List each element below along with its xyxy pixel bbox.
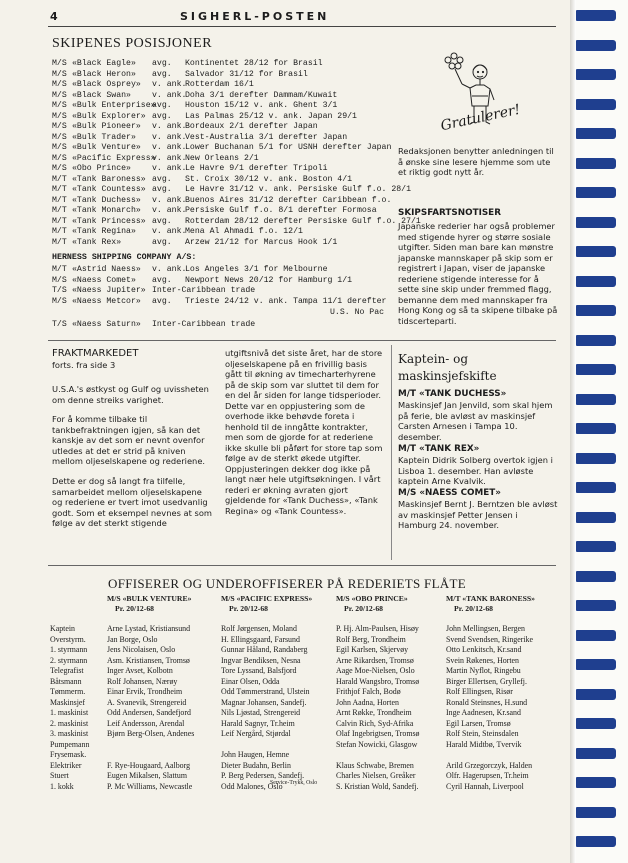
position-status: avg.	[152, 174, 172, 184]
position-ship-name: «Bulk Explorer»	[72, 111, 146, 121]
position-text: St. Croix 30/12 v. ank. Boston 4/1	[185, 174, 353, 184]
officer-rank: Telegrafist	[50, 666, 84, 675]
position-type: M/T	[52, 185, 67, 194]
officer-rank: 1. maskinist	[50, 708, 89, 717]
position-ship-name: «Tank Regina»	[72, 227, 136, 236]
position-ship-name: «Tank Baroness»	[72, 174, 146, 184]
masthead: SIGHERL-POSTEN	[180, 10, 330, 23]
position-text: Rotterdam 16/1	[185, 80, 254, 89]
position-text: Salvador 31/12 for Brasil	[185, 69, 308, 79]
officer-rank: 2. styrmann	[50, 655, 88, 665]
officer-name: Svend Svendsen, Ringerike	[446, 634, 534, 644]
engineer-ship: M/T «TANK REX»	[398, 444, 480, 454]
position-status: v. ank.	[152, 195, 187, 205]
binding-tab	[576, 305, 616, 316]
officer-name: Rolf Berg, Trondheim	[336, 634, 406, 644]
position-status: avg.	[152, 185, 172, 194]
binding-tab	[576, 777, 616, 788]
position-ship-name: «Tank Duchess»	[72, 195, 141, 205]
position-type: M/T	[52, 265, 67, 274]
position-status: v. ank.	[152, 132, 187, 142]
binding-tab	[576, 453, 616, 464]
position-ship-name: «Obo Prince»	[72, 164, 131, 173]
officer-column-ship: M/S «OBO PRINCE»	[336, 594, 408, 603]
position-status: v. ank.	[152, 90, 187, 100]
header-rule	[48, 26, 556, 27]
column-divider	[391, 345, 392, 560]
freight-paragraph: U.S.A.'s østkyst og Gulf og uvissheten om denne streiks varighet.	[52, 384, 209, 405]
binding-tab	[576, 748, 616, 759]
position-ship-name: «Tank Rex»	[72, 237, 122, 247]
position-type: M/T	[52, 227, 67, 236]
officer-rank: Tømmerm.	[50, 687, 86, 696]
position-status: v. ank.	[152, 206, 187, 215]
position-text: Arzew 21/12 for Marcus Hook 1/1	[185, 237, 338, 247]
page-number: 4	[50, 10, 58, 23]
greeting-signature: Gratulerer!	[439, 101, 522, 135]
printer-credit: Service-Trykk, Oslo	[270, 780, 318, 786]
position-ship-name: «Bulk Enterprise»	[72, 101, 156, 110]
officer-name: S. Kristian Wold, Sandefj.	[336, 781, 419, 791]
binding-tab	[576, 10, 616, 21]
position-type: M/S	[52, 153, 67, 163]
position-text: Bordeaux 2/1 derefter Japan	[185, 122, 318, 131]
position-ship-name: «Naess Comet»	[72, 275, 136, 285]
position-status: avg.	[152, 59, 172, 68]
officer-column-ship: M/S «PACIFIC EXPRESS»	[221, 594, 313, 603]
officer-name: Stefan Nowicki, Glasgow	[336, 739, 418, 749]
officer-column-ship: M/S «BULK VENTURE»	[107, 594, 192, 603]
officer-name: F. Rye-Hougaard, Aalborg	[107, 760, 191, 770]
position-ship-name: «Bulk Trader»	[72, 132, 136, 142]
section-divider	[48, 340, 556, 341]
officer-name: P. Berg Pedersen, Sandefj.	[221, 771, 305, 780]
position-type: M/S	[52, 164, 67, 173]
position-ship-name: «Tank Monarch»	[72, 206, 141, 215]
positions-title: SKIPENES POSISJONER	[52, 36, 213, 51]
position-text: Kontinentet 28/12 for Brasil	[185, 59, 323, 68]
officer-name: Rolf Ellingsen, Risør	[446, 687, 513, 696]
officer-name: H. Ellingsgaard, Farsund	[221, 634, 300, 644]
engineers-title-2: maskinsjefskifte	[398, 369, 497, 383]
position-text: Las Palmas 25/12 v. ank. Japan 29/1	[185, 111, 357, 121]
herness-title: HERNESS SHIPPING COMPANY A/S:	[52, 253, 197, 262]
officer-rank: Kaptein	[50, 624, 75, 633]
officer-name: Aage Moe-Nielsen, Oslo	[336, 666, 415, 675]
freight-paragraph: For å komme tilbake til tankbefraktningen igjen, så kan det kanskje av det som er nevnt ovenfor utledes at det er strid på kniven mellom oljeselskapene og rederiene.	[52, 414, 206, 466]
officer-name: P. Mc Williams, Newcastle	[107, 781, 193, 791]
position-ship-name: «Black Swan»	[72, 90, 131, 100]
position-status: v. ank.	[152, 265, 187, 274]
binding-tab	[576, 423, 616, 434]
officer-name: John Mellingsen, Bergen	[446, 624, 525, 633]
position-type: M/T	[52, 195, 67, 205]
officer-name: Klaus Schwabe, Bremen	[336, 760, 414, 770]
section-divider	[48, 565, 556, 566]
position-status: v. ank.	[152, 122, 187, 131]
officer-name: Egil Karlsen, Skjervøy	[336, 645, 409, 654]
saturn-name: «Naess Saturn»	[72, 320, 141, 329]
officer-rank: Overstyrm.	[50, 634, 86, 644]
officer-name: Arild Grzegorczyk, Halden	[446, 760, 533, 770]
binding-tab	[576, 482, 616, 493]
officer-rank: Maskinsjef	[50, 697, 86, 707]
position-type: M/S	[52, 275, 67, 285]
saturn-type: T/S	[52, 320, 67, 329]
engineer-ship: M/T «TANK DUCHESS»	[398, 389, 507, 399]
position-status: v. ank.	[152, 143, 187, 152]
position-status: avg.	[152, 101, 172, 110]
position-type: T/S	[52, 286, 67, 295]
position-text: Los Angeles 3/1 for Melbourne	[185, 265, 328, 274]
position-type: M/S	[52, 101, 67, 110]
position-type: M/T	[52, 237, 67, 247]
position-ship-name: «Tank Countess»	[72, 185, 146, 194]
officer-name: Jens Nicolaisen, Oslo	[107, 645, 176, 654]
binding-tab	[576, 659, 616, 670]
position-ship-name: «Black Osprey»	[72, 80, 141, 89]
position-status: avg.	[152, 69, 172, 79]
officer-name: Bjørn Berg-Olsen, Andenes	[107, 729, 195, 738]
shipping-notes-title: SKIPSFARTSNOTISER	[398, 208, 501, 218]
position-text: New Orleans 2/1	[185, 153, 259, 163]
position-ship-name: «Black Eagle»	[72, 59, 136, 68]
officer-name: Charles Nielsen, Greåker	[336, 771, 416, 780]
position-status: avg.	[152, 275, 172, 285]
officer-name: Gunnar Håland, Randaberg	[221, 645, 308, 654]
position-text: Inter-Caribbean trade	[152, 286, 256, 295]
binding-tab	[576, 128, 616, 139]
herness-continuation: U.S. No Pac	[330, 308, 385, 317]
position-ship-name: «Naess Metcor»	[72, 296, 141, 306]
officer-column-date: Pr. 20/12-68	[344, 604, 384, 613]
position-status: avg.	[152, 296, 172, 306]
position-text: Le Havre 31/12 v. ank. Persiske Gulf f.o. 28/1	[185, 185, 412, 194]
position-ship-name: «Bulk Venture»	[72, 143, 141, 152]
position-text: Trieste 24/12 v. ank. Tampa 11/1 derefter	[185, 296, 387, 306]
officer-name: Martin Nyflot, Ringebu	[446, 666, 521, 675]
officer-name: Otto Lenkitsch, Kr.sand	[446, 645, 522, 654]
officer-name: Leif Nergård, Stjørdal	[221, 729, 291, 738]
officer-name: Harald Midtbø, Tvervik	[446, 739, 522, 749]
officer-name: Arne Rikardsen, Tromsø	[336, 655, 414, 665]
officer-column-date: Pr. 20/12-68	[454, 604, 494, 613]
officer-rank: Båtsmann	[50, 676, 82, 686]
freight-paragraph: Dette er dog så langt fra tilfelle, samarbeidet mellom oljeselskapene og rederiene er tvert imot usedvanlig godt. Som et eksempel nevnes at som følge av det sterkt stigende	[52, 476, 212, 528]
position-text: Persiske Gulf f.o. 8/1 derefter Formosa	[185, 206, 377, 215]
officer-name: Rolf Stein, Steinsdalen	[446, 729, 519, 738]
position-status: avg.	[152, 216, 172, 226]
binding-tab	[576, 541, 616, 552]
binding-tab	[576, 630, 616, 641]
position-type: M/S	[52, 143, 67, 152]
freight-column-2: utgiftsnivå det siste året, har de store oljeselskapene på en frivillig basis gått til økning av timecharterhyrene på de skip som var sluttet til dem for en del år siden for lange tidsperioder. Dette var en oppjustering som de overhode ikke behøvde foreta i henhold til de inngåtte kontrakter, men som de gjorde for at rederiene ikke skulle bli påført for store tap som følge av de sterkt økede utgifter. Oppjusteringen dekker dog ikke på langt nær hele utgiftsøkningen. I vårt rederi er økning avraten gjort gjeldende for «Tank Duchess», «Tank Regina» og «Tank Countess».	[225, 348, 383, 516]
position-status: avg.	[152, 237, 172, 247]
officer-name: Rolf Johansen, Nærøy	[107, 676, 178, 686]
binding-tab	[576, 276, 616, 287]
engineers-title-1: Kaptein- og	[398, 352, 469, 366]
position-ship-name: «Bulk Pioneer»	[72, 122, 141, 131]
position-type: M/T	[52, 216, 67, 226]
binding-tab	[576, 718, 616, 729]
binding-tab	[576, 158, 616, 169]
position-text: Doha 3/1 derefter Dammam/Kuwait	[185, 90, 338, 100]
binding-tab	[576, 69, 616, 80]
position-status: avg.	[152, 111, 172, 121]
freight-title: FRAKTMARKEDET	[52, 348, 139, 359]
officer-rank: 3. maskinist	[50, 729, 89, 738]
officer-name: Asm. Kristiansen, Tromsø	[107, 655, 190, 665]
binding-tab	[576, 335, 616, 346]
position-ship-name: «Pacific Express»	[72, 153, 156, 163]
officer-column-date: Pr. 20/12-68	[115, 604, 155, 613]
position-status: v. ank.	[152, 227, 187, 236]
officer-name: Tore Lyssand, Balsfjord	[221, 666, 297, 675]
officer-name: Olaf Ingebrigtsen, Tromsø	[336, 729, 420, 738]
officer-name: Einar Olsen, Odda	[221, 676, 280, 686]
officer-rank: 1. kokk	[50, 781, 74, 791]
officer-name: Cyril Hannah, Liverpool	[446, 781, 524, 791]
position-text: Newport News 20/12 for Hamburg 1/1	[185, 275, 353, 285]
officer-name: Egil Larsen, Tromsø	[446, 718, 511, 728]
binding-tab	[576, 246, 616, 257]
engineer-text: Maskinsjef Jan Jenvild, som skal hjem på ferie, ble avløst av maskinsjef Carsten Arnesen i Tampa 10. desember.	[398, 400, 553, 442]
binding-tab	[576, 807, 616, 818]
position-text: Lower Buchanan 5/1 for USNH derefter Japan	[185, 143, 392, 152]
officer-name: Jan Borge, Oslo	[107, 634, 158, 644]
binding-tab	[576, 600, 616, 611]
position-type: M/S	[52, 132, 67, 142]
officer-name: Ingvar Bendiksen, Nesna	[221, 655, 301, 665]
position-type: M/T	[52, 206, 67, 215]
officer-name: Leif Andersson, Arendal	[107, 718, 185, 728]
binding-tab	[576, 836, 616, 847]
officer-rank: Stuert	[50, 771, 69, 780]
officer-name: Arnt Røkke, Trondheim	[336, 708, 412, 717]
position-text: Mena Al Ahmadi f.o. 12/1	[185, 227, 303, 236]
engineer-text: Maskinsjef Bernt J. Berntzen ble avløst av maskinsjef Petter Jensen i Hamburg 24. november.	[398, 499, 558, 530]
binding-tab	[576, 187, 616, 198]
binding-tab	[576, 512, 616, 523]
binding-tab	[576, 217, 616, 228]
officer-name: Eugen Mikalsen, Slattum	[107, 771, 187, 780]
officer-name: Odd Malones, Oslo	[221, 781, 283, 791]
position-type: M/S	[52, 90, 67, 100]
officer-name: Ronald Steinsnes, H.sund	[446, 697, 528, 707]
officer-name: P. Hj. Alm-Paulsen, Hisøy	[336, 624, 419, 633]
binding-tab	[576, 40, 616, 51]
officer-rank: 2. maskinist	[50, 718, 89, 728]
greeting-text: Redaksjonen benytter anledningen til å ønske sine lesere hjemme som ute et riktig godt nytt år.	[398, 146, 554, 177]
engineer-text: Kaptein Didrik Solberg overtok igjen i Lisboa 1. desember. Han avløste kaptein Arne Kvalvik.	[398, 455, 553, 486]
officer-name: A. Svanevik, Strengereid	[107, 697, 187, 707]
position-ship-name: «Tank Princess»	[72, 216, 146, 226]
officer-name: Calvin Rich, Syd-Afrika	[336, 718, 414, 728]
position-status: v. ank.	[152, 153, 187, 163]
officer-column-ship: M/T «TANK BARONESS»	[446, 594, 535, 603]
position-type: M/S	[52, 59, 67, 68]
binding-tab	[576, 364, 616, 375]
position-type: M/S	[52, 80, 67, 89]
position-text: Rotterdam 28/12 derefter Persiske Gulf f.o. 27/1	[185, 216, 421, 226]
position-type: M/T	[52, 174, 67, 184]
officer-name: Magnar Johansen, Sandefj.	[221, 697, 307, 707]
officer-name: Dieter Budahn, Berlin	[221, 760, 291, 770]
position-text: Houston 15/12 v. ank. Ghent 3/1	[185, 101, 338, 110]
binding-tab	[576, 571, 616, 582]
binding-tab	[576, 394, 616, 405]
officer-rank: Pumpemann	[50, 739, 90, 749]
position-status: v. ank.	[152, 164, 187, 173]
position-ship-name: «Astrid Naess»	[72, 265, 141, 274]
officer-name: Odd Tømmerstrand, Ulstein	[221, 687, 310, 696]
officer-name: Birger Ellertsen, Gryllefj.	[446, 676, 527, 686]
spiral-binding	[576, 0, 628, 863]
position-text: Buenos Aires 31/12 derefter Caribbean f.o.	[185, 195, 392, 205]
position-text: Le Havre 9/1 derefter Tripoli	[185, 164, 328, 173]
position-type: M/S	[52, 296, 67, 306]
engineer-ship: M/S «NAESS COMET»	[398, 488, 501, 498]
officer-name: John Haugen, Hemne	[221, 750, 290, 759]
position-text: Vest-Australia 3/1 derefter Japan	[185, 132, 348, 142]
officer-name: John Aadna, Horten	[336, 697, 399, 707]
officer-column-date: Pr. 20/12-68	[229, 604, 269, 613]
officer-name: Einar Ervik, Trondheim	[107, 687, 183, 696]
saturn-text: Inter-Caribbean trade	[152, 320, 256, 329]
officer-name: Svein Røkenes, Horten	[446, 655, 519, 665]
officer-name: Harald Sagnyr, Tr.heim	[221, 718, 295, 728]
binding-tab	[576, 689, 616, 700]
officer-name: Inger Avset, Kolbotn	[107, 666, 173, 675]
officer-name: Rolf Jørgensen, Moland	[221, 624, 297, 633]
officer-name: Olfr. Hagerupsen, Tr.heim	[446, 771, 529, 780]
officer-name: Frithjof Falch, Bodø	[336, 687, 401, 696]
officer-rank: Elektriker	[50, 760, 82, 770]
shipping-notes-text: Japanske rederier har også problemer med stigende hyrer og større sosiale utgifter. Siden man bare kan mønstre japanske mannskaper på skip som er registrert i Japan, viser de japanske rederiene stigende interesse for å sette sine skip under fremmed flagg, bemanne dem med mannskaper fra Hong Kong og så ta skipene tilbake på tidscerteparti.	[398, 221, 558, 326]
officer-rank: Frysemask.	[50, 750, 87, 759]
officer-name: Harald Wangsbro, Tromsø	[336, 676, 420, 686]
officer-name: Odd Andersen, Sandefjord	[107, 708, 191, 717]
officer-rank: 1. styrmann	[50, 645, 88, 654]
officer-name: Inge Aadnesen, Kr.sand	[446, 708, 521, 717]
binding-tab	[576, 99, 616, 110]
position-type: M/S	[52, 111, 67, 121]
position-type: M/S	[52, 122, 67, 131]
officer-name: Arne Lystad, Kristiansund	[107, 624, 191, 633]
position-ship-name: «Black Heron»	[72, 69, 136, 79]
position-ship-name: «Naess Jupiter»	[72, 286, 146, 295]
officers-title: OFFISERER OG UNDEROFFISERER PÅ REDERIETS FLÅTE	[108, 576, 466, 591]
freight-subtitle: forts. fra side 3	[52, 360, 116, 370]
officer-name: Nils Ljøstad, Strengereid	[221, 708, 301, 717]
position-type: M/S	[52, 69, 67, 79]
position-status: v. ank.	[152, 80, 187, 89]
